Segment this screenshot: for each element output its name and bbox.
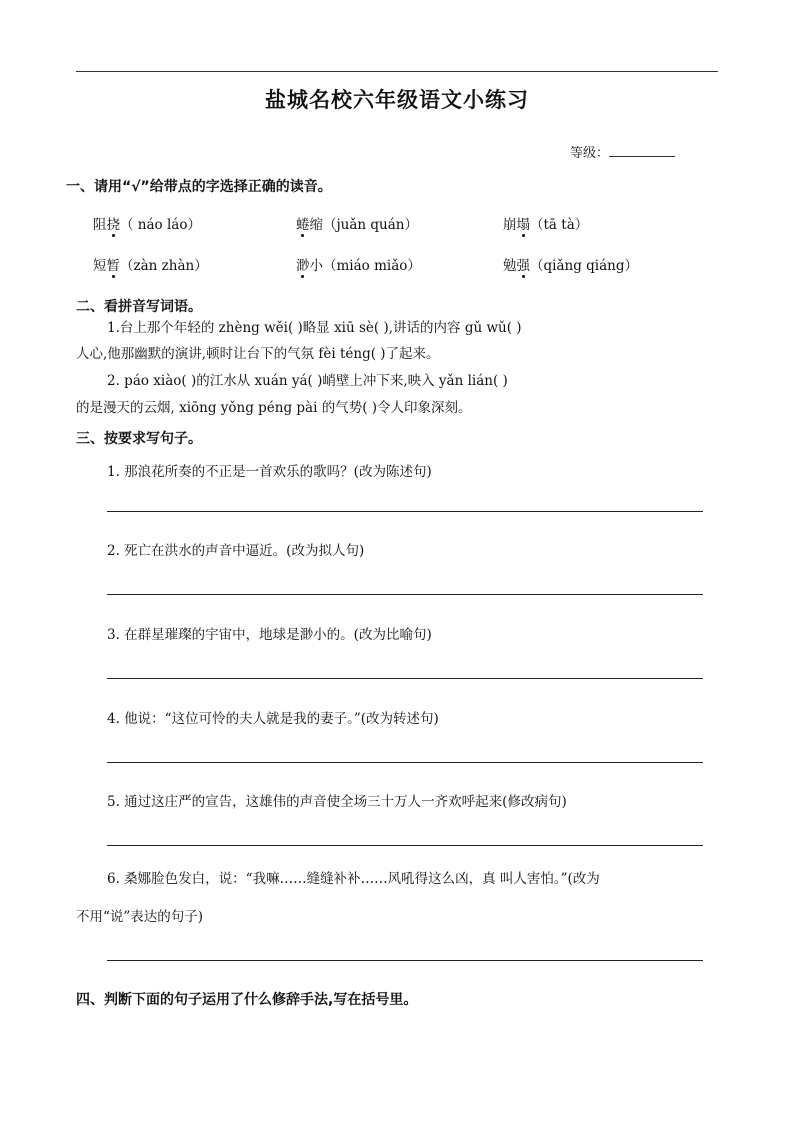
pinyin-item-1[interactable] bbox=[93, 213, 201, 233]
item-text-post: 小（miáo miǎo） bbox=[309, 258, 421, 274]
dotted-char: 暂 bbox=[106, 258, 120, 274]
item-text-pre: 短 bbox=[93, 258, 107, 274]
dotted-char: 强 bbox=[516, 258, 530, 274]
top-rule bbox=[76, 71, 718, 72]
item-text-pre: 崩 bbox=[503, 217, 517, 233]
question-6-continued: 不用“说”表达的句子) bbox=[76, 909, 204, 925]
grade-label: 等级： bbox=[570, 146, 610, 161]
question-3: 3. 在群星璀璨的宇宙中，地球是渺小的。(改为比喻句) bbox=[107, 627, 432, 643]
item-text-post: 缩（juǎn quán） bbox=[309, 217, 418, 233]
question-4: 4. 他说：“这位可怜的夫人就是我的妻子。”(改为转述句) bbox=[107, 711, 439, 727]
item-text-post: （ náo láo） bbox=[120, 217, 201, 233]
grade-field bbox=[570, 142, 675, 161]
page-title: 盐城名校六年级语文小练习 bbox=[265, 88, 529, 112]
dotted-char: 挠 bbox=[106, 217, 120, 233]
dotted-char: 塌 bbox=[516, 217, 530, 233]
section3-heading: 三、按要求写句子。 bbox=[76, 431, 202, 447]
pinyin-item-2[interactable] bbox=[296, 213, 418, 233]
answer-line-1[interactable] bbox=[107, 511, 703, 512]
question-1: 1. 那浪花所奏的不正是一首欢乐的歌吗？(改为陈述句) bbox=[107, 464, 432, 480]
question-6: 6. 桑娜脸色发白，说：“我嘛……缝缝补补……风吼得这么凶，真 叫人害怕。”(改为 bbox=[107, 871, 600, 887]
answer-line-6[interactable] bbox=[107, 960, 703, 961]
pinyin-line-4: 的是漫天的云烟, xiōng yǒng péng pài 的气势( )令人印象深刻。 bbox=[76, 400, 472, 416]
question-5: 5. 通过这庄严的宣告，这雄伟的声音使全场三十万人一齐欢呼起来(修改病句) bbox=[107, 794, 567, 810]
answer-line-5[interactable] bbox=[107, 845, 703, 846]
pinyin-item-4[interactable] bbox=[93, 254, 208, 274]
answer-line-2[interactable] bbox=[107, 594, 703, 595]
pinyin-line-3: 2. páo xiào( )的江水从 xuán yá( )峭壁上冲下来,映入 yǎn lián( ) bbox=[107, 373, 508, 389]
answer-line-4[interactable] bbox=[107, 762, 703, 763]
item-text-post: （tā tà） bbox=[530, 217, 589, 233]
dotted-char: 渺 bbox=[296, 258, 310, 274]
answer-line-3[interactable] bbox=[107, 678, 703, 679]
item-text-pre: 阻 bbox=[93, 217, 107, 233]
pinyin-line-2: 人心,他那幽默的演讲,顿时让台下的气氛 fèi téng( )了起来。 bbox=[76, 346, 440, 362]
item-text-post: （zàn zhàn） bbox=[120, 258, 208, 274]
pinyin-line-1: 1.台上那个年轻的 zhèng wěi( )略显 xiū sè( ),讲话的内容 gǔ wǔ( ) bbox=[107, 320, 522, 336]
section2-heading: 二、看拼音写词语。 bbox=[76, 299, 202, 315]
grade-blank[interactable] bbox=[609, 144, 675, 157]
item-text-pre: 勉 bbox=[503, 258, 517, 274]
section1-heading: 一、请用“√”给带点的字选择正确的读音。 bbox=[66, 179, 332, 195]
item-text-post: （qiǎng qiáng） bbox=[530, 258, 638, 274]
section4-heading: 四、判断下面的句子运用了什么修辞手法,写在括号里。 bbox=[76, 992, 418, 1008]
dotted-char: 蜷 bbox=[296, 217, 310, 233]
pinyin-item-5[interactable] bbox=[296, 254, 421, 274]
question-2: 2. 死亡在洪水的声音中逼近。(改为拟人句) bbox=[107, 543, 365, 559]
pinyin-item-3[interactable] bbox=[503, 213, 588, 233]
pinyin-item-6[interactable] bbox=[503, 254, 638, 274]
